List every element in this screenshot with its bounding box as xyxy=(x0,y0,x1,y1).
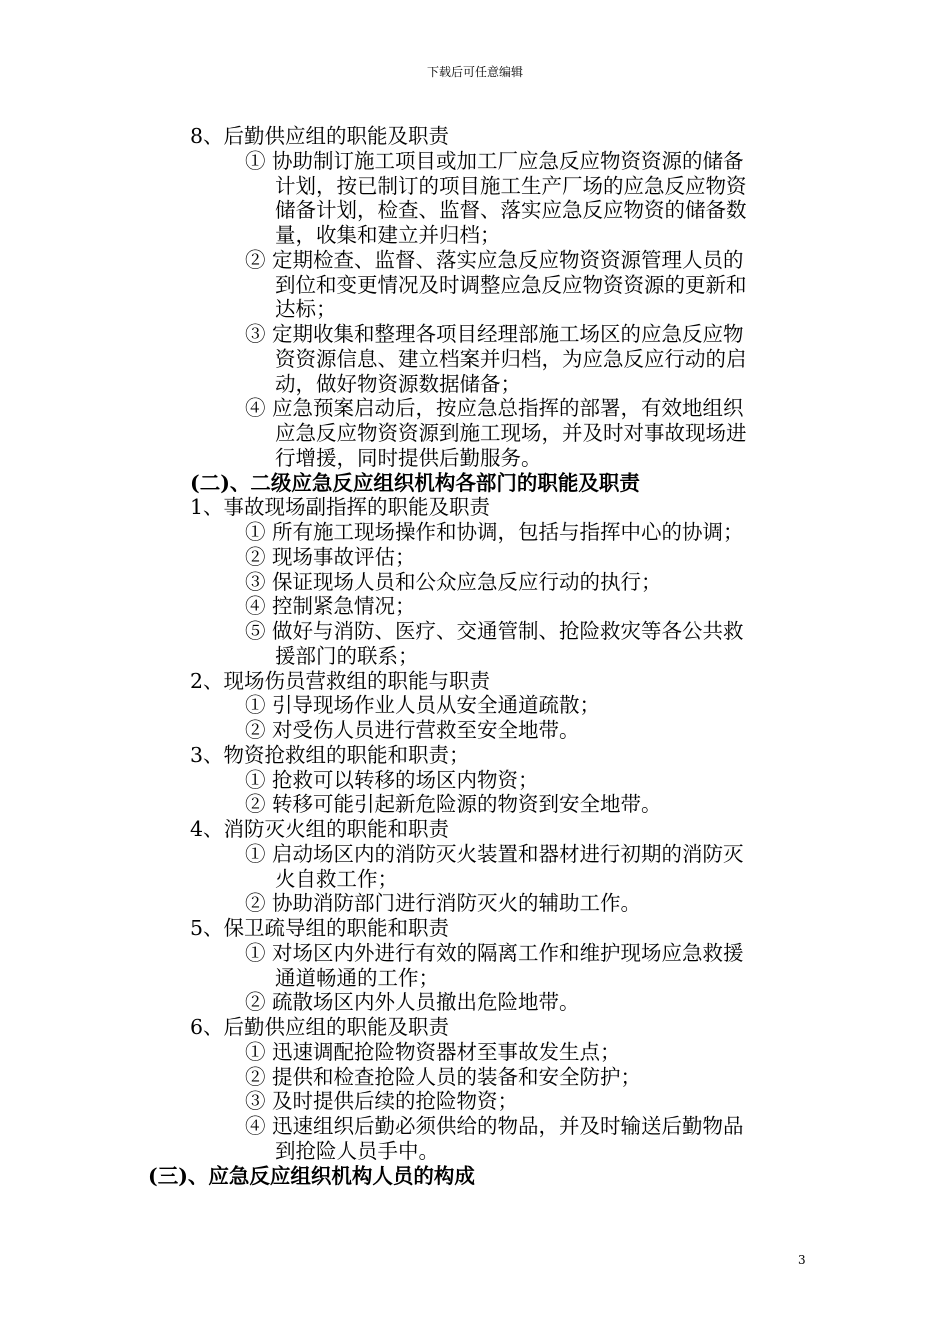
subsection-heading: 2、现场伤员营救组的职能与职责 xyxy=(190,668,491,693)
list-item-text: ② 定期检查、监督、落实应急反应物资资源管理人员的 xyxy=(245,247,744,272)
page-number: 3 xyxy=(798,1253,806,1267)
list-item-text: ① 抢救可以转移的场区内物资； xyxy=(245,767,539,792)
list-item-text: ② 对受伤人员进行营救至安全地带。 xyxy=(245,718,580,742)
list-item-text: ③ 定期收集和整理各项目经理部施工场区的应急反应物 xyxy=(245,322,744,346)
list-item-text: ① 协助制订施工项目或加工厂应急反应物资资源的储备 xyxy=(245,148,744,173)
list-item-text: ⑤ 做好与消防、医疗、交通管制、抢险救灾等各公共救 xyxy=(245,619,744,643)
list-item-text: 储备计划，检查、监督、落实应急反应物资的储备数 xyxy=(275,198,747,223)
page-header: 下载后可任意编辑 xyxy=(426,65,523,79)
list-item-text: ① 迅速调配抢险物资器材至事故发生点； xyxy=(245,1039,621,1064)
list-item-text: ② 提供和检查抢险人员的装备和安全防护； xyxy=(245,1064,642,1089)
list-item-text: 火自救工作； xyxy=(275,866,398,891)
subsection-heading: 4、消防灭火组的职能和职责 xyxy=(190,817,450,841)
subsection-heading: 5、保卫疏导组的职能和职责 xyxy=(190,916,450,940)
list-item-text: 到抢险人员手中。 xyxy=(275,1138,439,1163)
list-item-text: 通道畅通的工作； xyxy=(275,965,439,990)
list-item-text: ② 疏散场区内外人员撤出危险地带。 xyxy=(245,990,580,1015)
subsection-heading: 8、后勤供应组的职能及职责 xyxy=(190,124,450,148)
list-item-text: 应急反应物资资源到施工现场，并及时对事故现场进 xyxy=(275,421,747,445)
list-item-text: ① 引导现场作业人员从安全通道疏散； xyxy=(245,693,601,718)
list-item-text: ② 协助消防部门进行消防灭火的辅助工作。 xyxy=(245,891,642,916)
list-item-text: ③ 及时提供后续的抢险物资； xyxy=(245,1089,519,1114)
list-item-text: 援部门的联系； xyxy=(275,643,419,668)
list-item-text: 量，收集和建立并归档； xyxy=(275,223,501,247)
list-item-text: ② 转移可能引起新危险源的物资到安全地带。 xyxy=(245,792,662,817)
list-item-text: 动，做好物资源数据储备； xyxy=(275,371,521,396)
list-item-text: ④ 迅速组织后勤必须供给的物品，并及时输送后勤物品 xyxy=(245,1114,744,1138)
list-item-text: ③ 保证现场人员和公众应急反应行动的执行； xyxy=(245,569,662,594)
list-item-text: ② 现场事故评估； xyxy=(245,544,416,569)
list-item-text: ① 所有施工现场操作和协调，包括与指挥中心的协调； xyxy=(245,520,744,544)
list-item-text: 到位和变更情况及时调整应急反应物资资源的更新和 xyxy=(275,272,747,297)
list-item-text: 计划，按已制订的项目施工生产厂场的应急反应物资 xyxy=(275,173,747,198)
list-item-text: ④ 控制紧急情况； xyxy=(245,594,416,619)
section-heading: (二)、二级应急反应组织机构各部门的职能及职责 xyxy=(190,470,640,495)
list-item-text: 行增援，同时提供后勤服务。 xyxy=(275,445,542,470)
list-item-text: 达标； xyxy=(275,297,337,322)
list-item-text: 资资源信息、建立档案并归档，为应急反应行动的启 xyxy=(275,346,747,371)
subsection-heading: 6、后勤供应组的职能及职责 xyxy=(190,1015,450,1039)
list-item-text: ④ 应急预案启动后，按应急总指挥的部署，有效地组织 xyxy=(245,396,744,421)
list-item-text: ① 对场区内外进行有效的隔离工作和维护现场应急救援 xyxy=(245,940,744,965)
list-item-text: ① 启动场区内的消防灭火装置和器材进行初期的消防灭 xyxy=(245,841,744,866)
section-heading: (三)、应急反应组织机构人员的构成 xyxy=(148,1163,475,1188)
subsection-heading: 3、物资抢救组的职能和职责； xyxy=(190,742,470,767)
subsection-heading: 1、事故现场副指挥的职能及职责 xyxy=(190,495,491,520)
